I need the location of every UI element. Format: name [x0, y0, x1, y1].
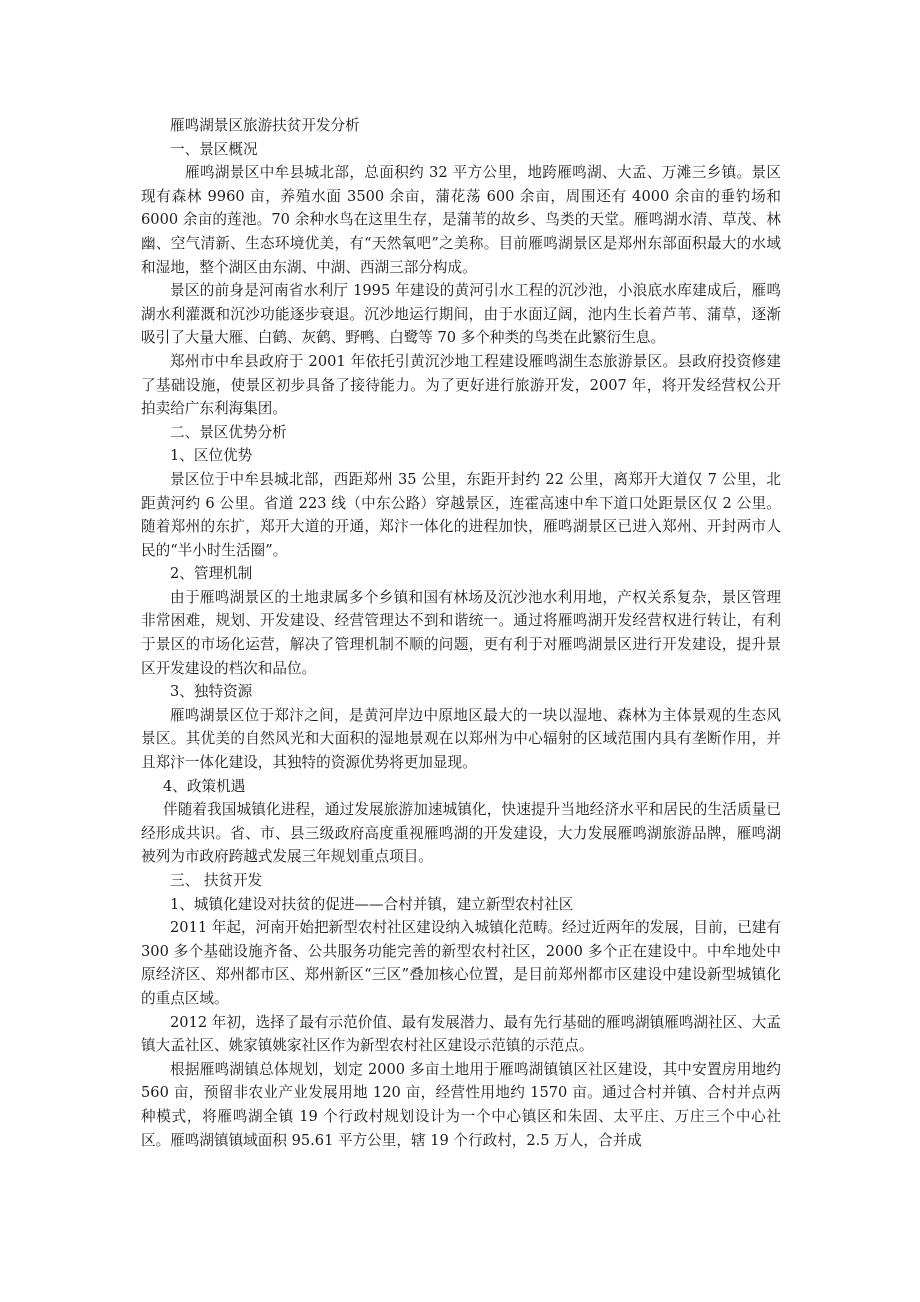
- paragraph-urbanization-2: 2012 年初，选择了最有示范价值、最有发展潜力、最有先行基础的雁鸣湖镇雁鸣湖社区、大孟镇大孟社区、姚家镇姚家社区作为新型农村社区建设示范镇的示范点。: [141, 1013, 781, 1055]
- paragraph-location: 景区位于中牟县城北部，西距郑州 35 公里，东距开封约 22 公里，离郑开大道仅 7 公里，北距黄河约 6 公里。省道 223 线（中东公路）穿越景区，连霍高速中牟下道口处距景区仅 2 公里。随着郑州的东扩，郑开大道的开通，郑汴一体化的进程加快，雁鸣湖景区已进入郑州、开封两市人民的“半小时生活圈”。: [141, 470, 781, 559]
- subheading-management: 2、管理机制: [170, 565, 253, 583]
- paragraph-urbanization-3: 根据雁鸣湖镇总体规划，划定 2000 多亩土地用于雁鸣湖镇镇区社区建设，其中安置房用地约 560 亩，预留非农业产业发展用地 120 亩，经营性用地约 1570 亩。通过合村并镇、合村并点两种模式，将雁鸣湖全镇 19 个行政村规划设计为一个中心镇区和朱固、太平庄、万庄三个中心社区。雁鸣湖镇镇域面积 95.61 平方公里，辖 19 个行政村，2.5 万人，合并成: [141, 1060, 781, 1149]
- paragraph-resources: 雁鸣湖景区位于郑汴之间，是黄河岸边中原地区最大的一块以湿地、森林为主体景观的生态风景区。其优美的自然风光和大面积的湿地景观在以郑州为中心辐射的区域范围内具有垄断作用，并且郑汴一体化建设，其独特的资源优势将更加显现。: [141, 706, 781, 772]
- subheading-resources: 3、独特资源: [170, 683, 253, 701]
- subheading-urbanization: 1、城镇化建设对扶贫的促进——合村并镇，建立新型农村社区: [170, 895, 574, 913]
- paragraph-policy: 伴随着我国城镇化进程，通过发展旅游加速城镇化，快速提升当地经济水平和居民的生活质量已经形成共识。省、市、县三级政府高度重视雁鸣湖的开发建设，大力发展雁鸣湖旅游品牌，雁鸣湖被列为市政府跨越式发展三年规划重点项目。: [141, 801, 781, 866]
- paragraph-management: 由于雁鸣湖景区的土地隶属多个乡镇和国有林场及沉沙池水利用地，产权关系复杂，景区管理非常困难，规划、开发建设、经营管理达不到和谐统一。通过将雁鸣湖开发经营权进行转让，有利于景区的市场化运营，解决了管理机制不顺的问题，更有利于对雁鸣湖景区进行开发建设，提升景区开发建设的档次和品位。: [141, 588, 781, 677]
- section-heading-advantages: 二、景区优势分析: [170, 423, 287, 441]
- section-heading-overview: 一、景区概况: [170, 140, 258, 158]
- paragraph-overview-1: 雁鸣湖景区中牟县城北部，总面积约 32 平方公里，地跨雁鸣湖、大孟、万滩三乡镇。景区现有森林 9960 亩，养殖水面 3500 余亩，蒲花荡 600 余亩，周围还有 4000 余亩的垂钓场和 6000 余亩的莲池。70 余种水鸟在这里生存，是蒲苇的故乡、鸟类的天堂。雁鸣湖水清、草茂、林幽、空气清新、生态环境优美，有“天然氧吧”之美称。目前雁鸣湖景区是郑州东部面积最大的水域和湿地，整个湖区由东湖、中湖、西湖三部分构成。: [141, 164, 781, 276]
- section-heading-poverty: 三、 扶贫开发: [170, 872, 263, 889]
- subheading-location: 1、区位优势: [170, 447, 253, 465]
- paragraph-urbanization-1: 2011 年起，河南开始把新型农村社区建设纳入城镇化范畴。经过近两年的发展，目前，已建有 300 多个基础设施齐备、公共服务功能完善的新型农村社区，2000 多个正在建设中。中牟地处中原经济区、郑州都市区、郑州新区“三区”叠加核心位置，是目前郑州都市区建设中建设新型城镇化的重点区域。: [141, 919, 781, 1007]
- paragraph-overview-2: 景区的前身是河南省水利厅 1995 年建设的黄河引水工程的沉沙池，小浪底水库建成后，雁鸣湖水利灌溉和沉沙功能逐步衰退。沉沙地运行期间，由于水面辽阔，池内生长着芦苇、蒲草，逐渐吸引了大量大雁、白鹤、灰鹤、野鸭、白鹭等 70 多个种类的鸟类在此繁衍生息。: [141, 282, 781, 347]
- subheading-policy: 4、政策机遇: [163, 777, 246, 795]
- document-title: 雁鸣湖景区旅游扶贫开发分析: [170, 117, 360, 134]
- paragraph-overview-3: 郑州市中牟县政府于 2001 年依托引黄沉沙地工程建设雁鸣湖生态旅游景区。县政府投资修建了基础设施，使景区初步具备了接待能力。为了更好进行旅游开发，2007 年，将开发经营权公开拍卖给广东利海集团。: [141, 352, 781, 418]
